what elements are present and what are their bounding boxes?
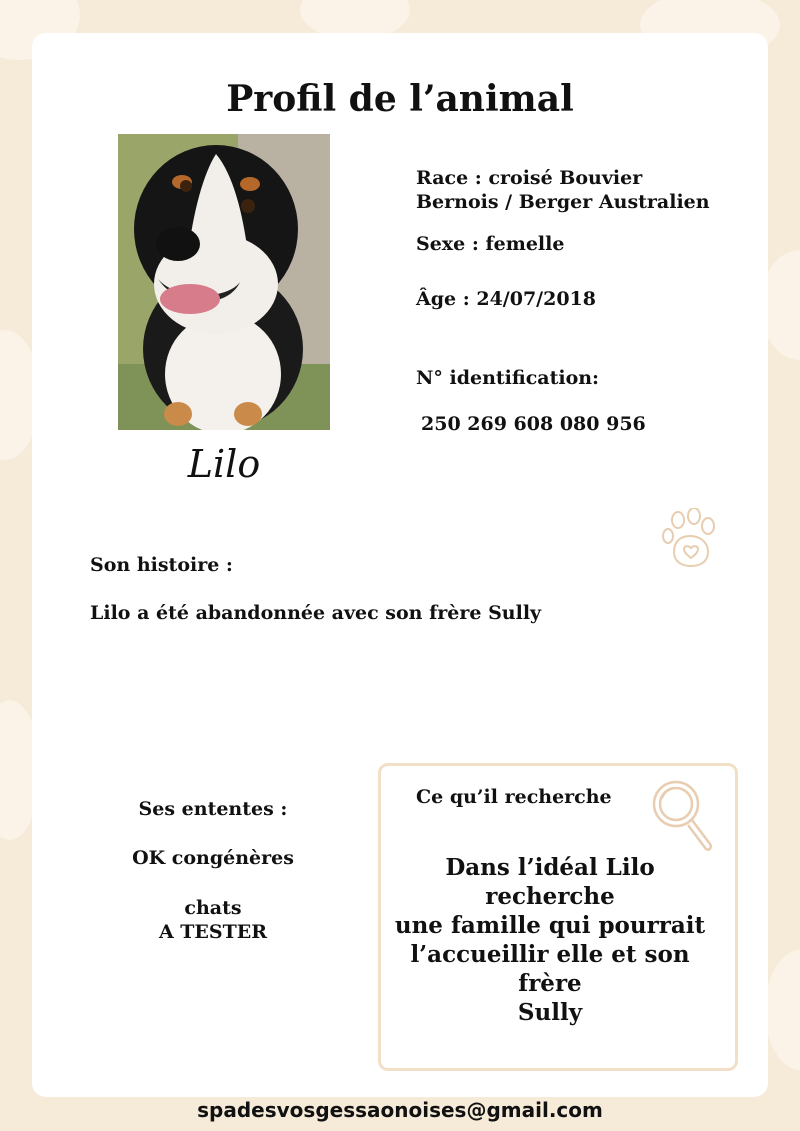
pet-name: Lilo	[187, 442, 261, 486]
race-line-1: Race : croisé Bouvier	[416, 167, 643, 189]
page-title: Profil de l’animal	[226, 78, 574, 120]
cats-status: A TESTER	[158, 921, 268, 943]
magnifier-icon	[650, 776, 718, 854]
ententes-item-dogs: OK congénères	[132, 847, 294, 869]
search-line-4: Sully	[517, 999, 583, 1026]
ententes-label: Ses ententes :	[138, 798, 288, 820]
background-paw-blob	[765, 950, 800, 1070]
id-label: N° identification:	[416, 367, 600, 389]
dog-photo	[118, 134, 330, 430]
ententes-item-cats	[100, 896, 326, 944]
race-line-2: Bernois / Berger Australien	[416, 191, 710, 213]
search-line-2: une famille qui pourrait	[394, 912, 706, 939]
race-field	[416, 166, 736, 214]
history-text: Lilo a été abandonnée avec son frère Sully	[90, 602, 542, 624]
search-line-3: l’accueillir elle et son frère	[410, 941, 690, 997]
id-number: 250 269 608 080 956	[421, 413, 646, 435]
search-title: Ce qu’il recherche	[416, 786, 612, 808]
search-description	[380, 853, 720, 1027]
history-label: Son histoire :	[90, 554, 233, 576]
cats-label: chats	[184, 897, 242, 919]
sex-field: Sexe : femelle	[416, 233, 565, 255]
paw-heart-icon	[660, 508, 722, 570]
age-field: Âge : 24/07/2018	[416, 288, 596, 310]
contact-email: spadesvosgessaonoises@gmail.com	[197, 1098, 603, 1122]
search-line-1: Dans l’idéal Lilo recherche	[445, 854, 655, 910]
